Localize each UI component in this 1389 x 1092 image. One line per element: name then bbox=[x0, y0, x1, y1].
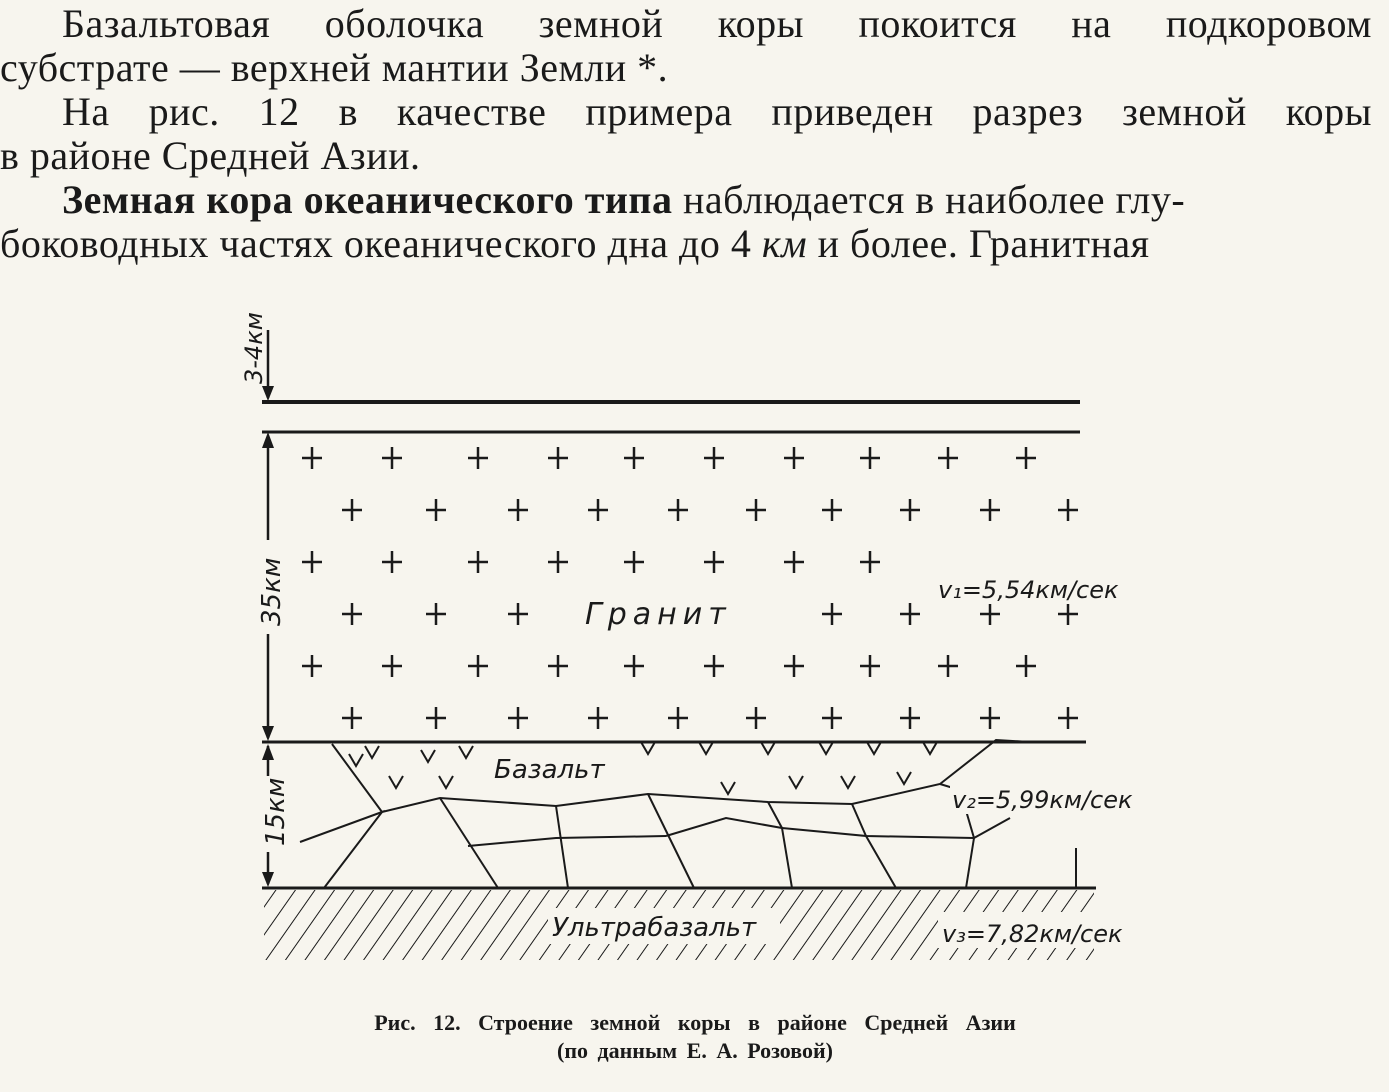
basalt-v-mark bbox=[923, 742, 937, 754]
paragraph-3-line-2-post: и более. Гранитная bbox=[807, 221, 1150, 266]
basalt-v-mark bbox=[867, 742, 881, 754]
depth-arrow-granite-down bbox=[262, 726, 274, 741]
paragraph-1-line-1: Базальтовая оболочка земной коры покоится на подкоровом bbox=[62, 1, 1372, 46]
granite-cross-mark bbox=[548, 655, 568, 677]
granite-cross-mark bbox=[938, 447, 958, 469]
granite-cross-mark bbox=[624, 551, 644, 573]
basalt-v-mark bbox=[421, 750, 435, 762]
granite-cross-mark bbox=[302, 551, 322, 573]
granite-cross-mark bbox=[468, 447, 488, 469]
granite-cross-mark bbox=[468, 551, 488, 573]
basalt-label: Базальт bbox=[494, 755, 605, 785]
granite-cross-mark bbox=[822, 499, 842, 521]
granite-cross-mark bbox=[822, 603, 842, 625]
granite-cross-mark bbox=[302, 447, 322, 469]
granite-cross-mark bbox=[938, 655, 958, 677]
granite-cross-mark bbox=[704, 447, 724, 469]
granite-cross-mark bbox=[980, 499, 1000, 521]
basalt-v-marks bbox=[349, 742, 937, 794]
figure-caption-line-2: (по данным Е. А. Розовой) bbox=[557, 1038, 833, 1063]
basalt-v-mark bbox=[761, 742, 775, 754]
basalt-v-mark bbox=[349, 754, 363, 766]
basalt-v-mark bbox=[365, 746, 379, 758]
depth-arrow-top bbox=[262, 386, 274, 401]
granite-cross-mark bbox=[1058, 707, 1078, 729]
basalt-v-mark bbox=[389, 776, 403, 788]
granite-cross-mark bbox=[624, 655, 644, 677]
granite-cross-mark bbox=[382, 447, 402, 469]
granite-cross-mark bbox=[426, 707, 446, 729]
velocity-v1: v₁=5,54км/сек bbox=[938, 576, 1119, 604]
granite-cross-mark bbox=[704, 655, 724, 677]
basalt-v-mark bbox=[819, 742, 833, 754]
depth-label-15km: 15км bbox=[261, 777, 291, 846]
granite-cross-mark bbox=[900, 499, 920, 521]
granite-cross-mark bbox=[382, 655, 402, 677]
granite-cross-mark bbox=[980, 603, 1000, 625]
granite-cross-mark bbox=[704, 551, 724, 573]
granite-cross-mark bbox=[624, 447, 644, 469]
basalt-v-mark bbox=[721, 782, 735, 794]
granite-cross-mark bbox=[508, 603, 528, 625]
granite-cross-mark bbox=[980, 707, 1000, 729]
figure-caption-line-1: Рис. 12. Строение земной коры в районе Средней Азии bbox=[374, 1010, 1016, 1035]
basalt-v-mark bbox=[439, 776, 453, 788]
granite-cross-mark bbox=[668, 499, 688, 521]
granite-cross-mark bbox=[588, 707, 608, 729]
granite-cross-mark bbox=[382, 551, 402, 573]
granite-label: Гранит bbox=[585, 597, 732, 632]
basalt-v-mark bbox=[641, 742, 655, 754]
basalt-v-mark bbox=[789, 776, 803, 788]
granite-cross-mark bbox=[668, 707, 688, 729]
granite-cross-mark bbox=[1058, 499, 1078, 521]
depth-label-3-4km: 3-4км bbox=[240, 312, 268, 384]
granite-cross-mark bbox=[784, 551, 804, 573]
granite-cross-mark bbox=[900, 603, 920, 625]
granite-cross-mark bbox=[342, 499, 362, 521]
ultrabasalt-label: Ультрабазальт bbox=[552, 913, 757, 943]
granite-cross-mark bbox=[1016, 655, 1036, 677]
basalt-v-mark bbox=[699, 742, 713, 754]
paragraph-3-line-1-rest: наблюдается в наиболее глу- bbox=[672, 177, 1186, 222]
granite-cross-mark bbox=[548, 447, 568, 469]
granite-cross-mark bbox=[746, 499, 766, 521]
basalt-v-mark bbox=[841, 776, 855, 788]
granite-cross-mark bbox=[468, 655, 488, 677]
paragraph-2-line-1: На рис. 12 в качестве примера приведен разрез земной коры bbox=[62, 89, 1372, 134]
granite-cross-mark bbox=[860, 447, 880, 469]
granite-cross-mark bbox=[784, 447, 804, 469]
velocity-v2: v₂=5,99км/сек bbox=[952, 786, 1133, 814]
granite-cross-mark bbox=[860, 551, 880, 573]
depth-label-35km: 35км bbox=[257, 557, 287, 626]
granite-cross-mark bbox=[548, 551, 568, 573]
depth-arrow-basalt-down bbox=[262, 872, 274, 887]
paragraph-1-line-2: субстрате — верхней мантии Земли *. bbox=[0, 45, 669, 90]
granite-cross-mark bbox=[342, 707, 362, 729]
paragraph-3-line-2-pre: боководных частях океанического дна до 4 bbox=[0, 221, 762, 266]
granite-cross-mark bbox=[508, 499, 528, 521]
unit-km: км bbox=[761, 221, 808, 266]
granite-cross-mark bbox=[508, 707, 528, 729]
basalt-v-mark bbox=[459, 746, 473, 758]
granite-cross-mark bbox=[900, 707, 920, 729]
bold-term: Земная кора океанического типа bbox=[62, 177, 673, 222]
granite-cross-mark bbox=[822, 707, 842, 729]
depth-arrow-granite-up bbox=[262, 432, 274, 448]
depth-arrow-basalt-up bbox=[262, 744, 274, 760]
granite-cross-mark bbox=[1016, 447, 1036, 469]
granite-cross-mark bbox=[860, 655, 880, 677]
velocity-v3: v₃=7,82км/сек bbox=[942, 920, 1123, 948]
granite-cross-mark bbox=[426, 603, 446, 625]
granite-cross-mark bbox=[588, 499, 608, 521]
granite-cross-mark bbox=[426, 499, 446, 521]
granite-cross-mark bbox=[1058, 603, 1078, 625]
granite-cross-mark bbox=[302, 655, 322, 677]
granite-cross-mark bbox=[746, 707, 766, 729]
paragraph-2-line-2: в районе Средней Азии. bbox=[0, 133, 421, 178]
granite-cross-mark bbox=[342, 603, 362, 625]
basalt-v-mark bbox=[897, 772, 911, 784]
granite-cross-mark bbox=[784, 655, 804, 677]
